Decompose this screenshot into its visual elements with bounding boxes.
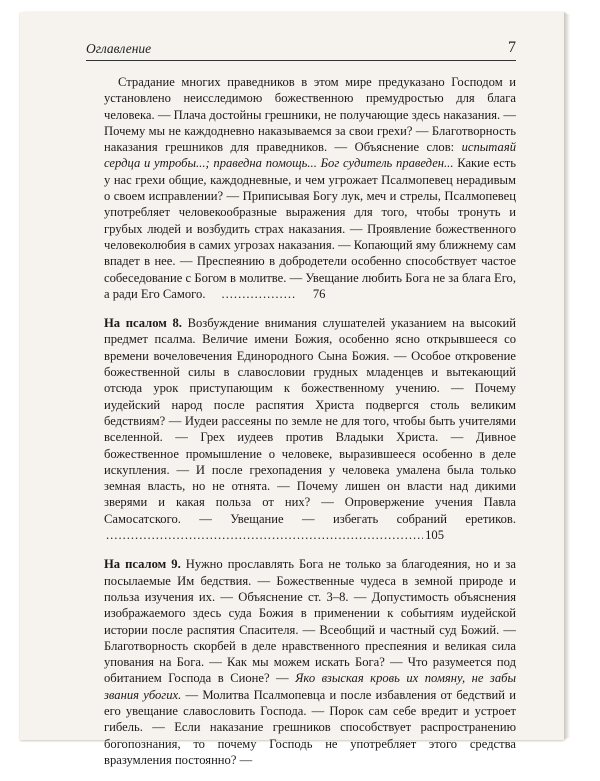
entry-text-part: Какие есть у нас грехи общие, каждодневные, и чем угрожает Псалмопевец нерадивым о своем исправлении? — Приписывая Богу лук, меч и стрелы, Псалмопевец употребляет человекообразные выражения для того, чтобы тронуть и грубых людей и возбудить страх наказания. — Проявление божественного человеколюбия в самих угрозах наказания. — Копающий яму ближнему сам впадет в нее. — Преспеянию в добродетели особенно способствует частое собеседование с Богом в молитве. — Увещание любить Бога не за блага Его, а ради Его Самого.: [104, 156, 516, 301]
entry-text-part: Страдание многих праведников в этом мире предуказано Господом и установлено неисследимою божественною премудростью для блага человека. — Плача достойны грешники, не получающие здесь наказания. — Почему мы не каждодневно наказываемся за свои грехи? — Благотворность наказания грешников для праведников. — Объяснение слов:: [104, 75, 516, 155]
toc-page-ref[interactable]: 76: [312, 286, 326, 301]
toc-entry-psalm-7: [104, 74, 516, 302]
dot-leader: [205, 286, 325, 302]
toc-entry-text: [104, 74, 516, 302]
entry-text-part: — Молитва Псалмопевца и после избавления от бедствий и его увещание славословить Господа. — Порок сам себе вредит и устроет гибель. — Если наказание грешников способствует распространению богопознания, то почему Господь не употребляет этого средства вразумления постоянно? —: [104, 687, 517, 767]
running-head-title: Оглавление: [86, 41, 152, 56]
dot-leader: [104, 527, 444, 543]
leader-dots: [106, 527, 423, 543]
table-of-contents: [104, 74, 516, 781]
entry-text-part: Возбуждение внимания слушателей указанием на высокий предмет псалма. Величие имени Божия, особенно ясно открывшееся со времени вочеловечения Единородного Сына Божия. — Особое откровение божественной силы в славословии грудных младенцев и вытекающий отсюда урок приступающим к божественному учению. — Почему иудейский народ после распятия Христа подвергся столь великим бедствиям? — Иудеи рассеяны по земле не для того, чтобы быть учителями вселенной. — Грех иудеев против Владыки Христа. — Дивное божественное промышление о человеке, выразившееся особенно в деле искупления. — И после грехопадения у человека умалена была только земная власть, но не отнята. — Почему лишен он власти над дикими зверями и какая польза от них? — Опровержение учения Павла Самосатского. — Увещание — избегать собраний еретиков.: [104, 316, 516, 526]
entry-text-part: Нужно прославлять Бога не только за благодеяния, но и за посылаемые Им бедствия. — Божественные чудеса в земной природе и польза изучения их. — Объяснение ст. 3–8. — Допустимость объяснения изображаемого здесь суда Божия в применении к событиям иудейской истории после распятия Спасителя. — Всеобщий и частный суд Божий. — Благотворность скорбей в деле нравственного преспеяния и великая сила упования на Бога. — Как мы можем искать Бога? — Что разумеется под обитанием Господа в Сионе? —: [104, 557, 516, 686]
page-edge-shadow: [564, 14, 570, 738]
entry-italic-quote: Яко взыская кровь их помяну, не забы звания убогих.: [104, 671, 516, 702]
entry-heading: На псалом 8.: [104, 316, 182, 331]
toc-page-ref[interactable]: 105: [425, 528, 444, 543]
entry-heading: На псалом 9.: [104, 557, 181, 572]
toc-entry-text: [104, 315, 516, 543]
leader-dots: [207, 286, 296, 302]
entry-italic-quote: испытаяй сердца и утробы...; праведна помощь... Бог судитель праведен...: [104, 140, 516, 171]
toc-entry-text: [104, 556, 516, 768]
toc-entry-psalm-8: [104, 315, 516, 543]
header-rule: [86, 60, 516, 61]
page-number: 7: [508, 39, 516, 56]
toc-entry-psalm-9: [104, 556, 516, 768]
